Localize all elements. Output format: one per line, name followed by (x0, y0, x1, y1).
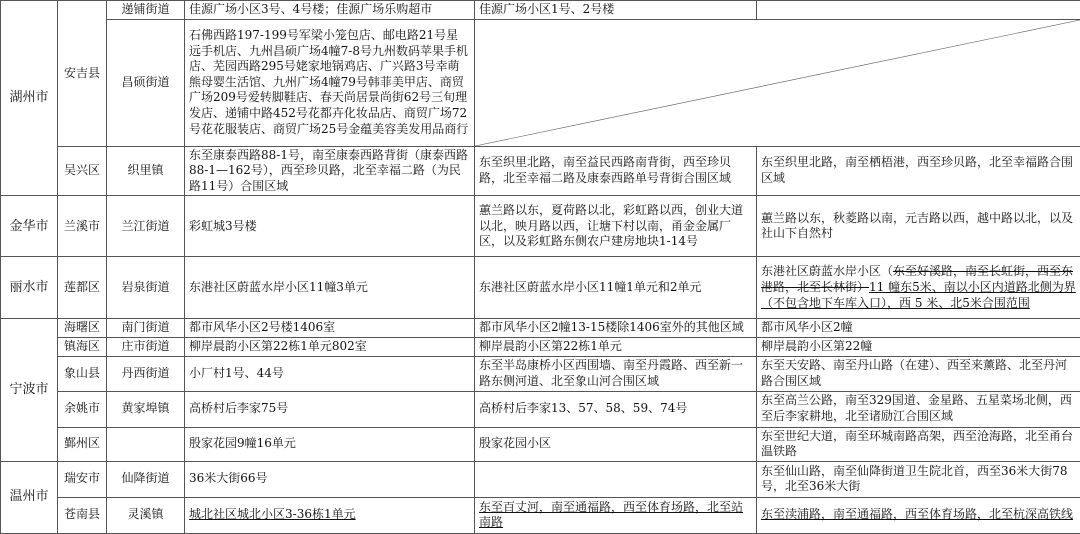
street-cell: 仙降街道 (107, 461, 185, 497)
zone2-cell (757, 1, 1080, 20)
county-cell: 余姚市 (58, 391, 107, 427)
street-cell: 织里镇 (107, 146, 185, 196)
city-cell: 湖州市 (1, 1, 58, 196)
street-cell: 丹西街道 (107, 356, 185, 391)
zone1-cell: 高桥村后李家13、57、58、59、74号 (475, 391, 757, 427)
address-cell: 殷家花园9幢16单元 (185, 427, 475, 461)
zone2-text-a: 东港社区蔚蓝水岸小区（ (761, 264, 893, 278)
county-cell: 莲都区 (58, 257, 107, 319)
zone1-cell: 佳源广场小区1号、2号楼 (475, 1, 757, 20)
address-cell: 都市风华小区2号楼1406室 (185, 319, 475, 338)
street-cell: 庄市街道 (107, 337, 185, 356)
zone1-cell: 东至百丈河，南至通福路，西至体育场路，北至站南路 (475, 497, 757, 533)
zone2-cell: 蕙兰路以东，秋菱路以南，元吉路以西，越中路以北，以及社山下自然村 (757, 196, 1080, 257)
county-cell: 海曙区 (58, 319, 107, 338)
table-row (1, 461, 1080, 497)
zone2-cell: 东至世纪大道，南至环城南路高架，西至沧海路，北至甬台温铁路 (757, 427, 1080, 461)
city-cell: 丽水市 (1, 257, 58, 319)
zone2-cell: 柳岸晨韵小区第22幢 (757, 337, 1080, 356)
zone2-struck-text: 东至好溪路，南至长虹街，西至东港路，北至长林街） (761, 264, 1073, 294)
zone1-cell: 东港社区蔚蓝水岸小区11幢1单元和2单元 (475, 257, 757, 319)
address-cell: 柳岸晨韵小区第22栋1单元802室 (185, 337, 475, 356)
street-cell: 兰江街道 (107, 196, 185, 257)
street-cell: 南门街道 (107, 319, 185, 338)
county-cell: 吴兴区 (58, 146, 107, 196)
zone2-cell: 东至仙山路，南至仙降街道卫生院北首，西至36米大街78号，北至36米大街 (757, 461, 1080, 497)
county-cell: 兰溪市 (58, 196, 107, 257)
address-cell: 石佛西路197-199号军梁小笼包店、邮电路21号星远手机店、九州昌硕广场4幢7-8号九州数码苹果手机店、芜园西路295号姥家地锅鸡店、广兴路3号幸萌熊母婴生活馆、九州广场4幢79号韩菲美甲店、商贸广场209号爱转脚鞋店、春天尚居景尚街62号三旬理发店、递铺中路452号花都卉化妆品店、商贸广场72号花花服装店、商贸广场25号金蕴美容美发用品商行 (185, 19, 475, 146)
county-cell: 苍南县 (58, 497, 107, 533)
table-row (1, 146, 1080, 196)
county-cell: 安吉县 (58, 1, 107, 147)
zone1-cell (475, 461, 757, 497)
street-cell: 灵溪镇 (107, 497, 185, 533)
address-cell: 佳源广场小区3号、4号楼；佳源广场乐购超市 (185, 1, 475, 20)
table-row (1, 337, 1080, 356)
zone2-cell: 东至渎浦路，南至通福路，西至体育场路，北至杭深高铁线 (757, 497, 1080, 533)
zone2-underlined-text: 11 幢东5米、南以小区内道路北侧为界（不包含地下车库入口），西 5 米、北5米合围范围 (761, 280, 1076, 310)
address-cell: 东港社区蔚蓝水岸小区11幢3单元 (185, 257, 475, 319)
zone2-cell: 东至天安路、南至丹山路（在建）、西至来薰路、北至丹河路合围区域 (757, 356, 1080, 391)
table-row (1, 257, 1080, 319)
zone1-cell: 柳岸晨韵小区第22栋1单元 (475, 337, 757, 356)
city-cell: 金华市 (1, 196, 58, 257)
address-cell: 36米大街66号 (185, 461, 475, 497)
street-cell: 黄家埠镇 (107, 391, 185, 427)
address-cell: 彩虹城3号楼 (185, 196, 475, 257)
table-row (1, 497, 1080, 533)
table-row (1, 1, 1080, 20)
street-cell: 递铺街道 (107, 1, 185, 20)
street-cell: 岩泉街道 (107, 257, 185, 319)
zone1-cell: 都市风华小区2幢13-15楼除1406室外的其他区域 (475, 319, 757, 338)
table-row (1, 319, 1080, 338)
zone2-cell: 东至高兰公路，南至329国道、金星路、五星菜场北侧，西至后李家耕地，北至诸励江合围区域 (757, 391, 1080, 427)
table-row (1, 356, 1080, 391)
county-cell: 瑞安市 (58, 461, 107, 497)
street-cell: 昌硕街道 (107, 19, 185, 146)
table-row (1, 196, 1080, 257)
zone1-cell: 殷家花园小区 (475, 427, 757, 461)
address-cell: 高桥村后李家75号 (185, 391, 475, 427)
diagonal-empty-cell (475, 19, 1080, 146)
city-cell: 宁波市 (1, 319, 58, 461)
city-cell: 温州市 (1, 461, 58, 533)
zone2-cell: 都市风华小区2幢 (757, 319, 1080, 338)
table-row (1, 391, 1080, 427)
zone1-cell: 东至半岛康桥小区西围墙、南至丹霞路、西至新一路东侧河道、北至象山河合围区域 (475, 356, 757, 391)
zone2-cell (757, 257, 1080, 319)
street-cell (107, 427, 185, 461)
county-cell: 镇海区 (58, 337, 107, 356)
zone2-cell: 东至织里北路，南至栖梧港，西至珍贝路，北至幸福路合围区域 (757, 146, 1080, 196)
table-row (1, 19, 1080, 146)
address-cell: 小厂村1号、44号 (185, 356, 475, 391)
zone1-cell: 东至织里北路，南至益民西路南背街，西至珍贝路，北至幸福二路及康泰西路单号背街合围区域 (475, 146, 757, 196)
county-cell: 象山县 (58, 356, 107, 391)
diagonal-line (475, 20, 1080, 146)
address-cell: 城北社区城北小区3-36栋1单元 (185, 497, 475, 533)
county-cell: 鄞州区 (58, 427, 107, 461)
address-cell: 东至康泰西路88-1号，南至康泰西路背街（康泰西路88-1—162号），西至珍贝路，北至幸福二路（为民路11号）合围区域 (185, 146, 475, 196)
table-row (1, 427, 1080, 461)
zone1-cell: 蕙兰路以东，夏荷路以北，彩虹路以西，创业大道以北，映月路以西，让塘下村以南，甬金金属厂区，以及彩虹路东侧农户建房地块1-14号 (475, 196, 757, 257)
